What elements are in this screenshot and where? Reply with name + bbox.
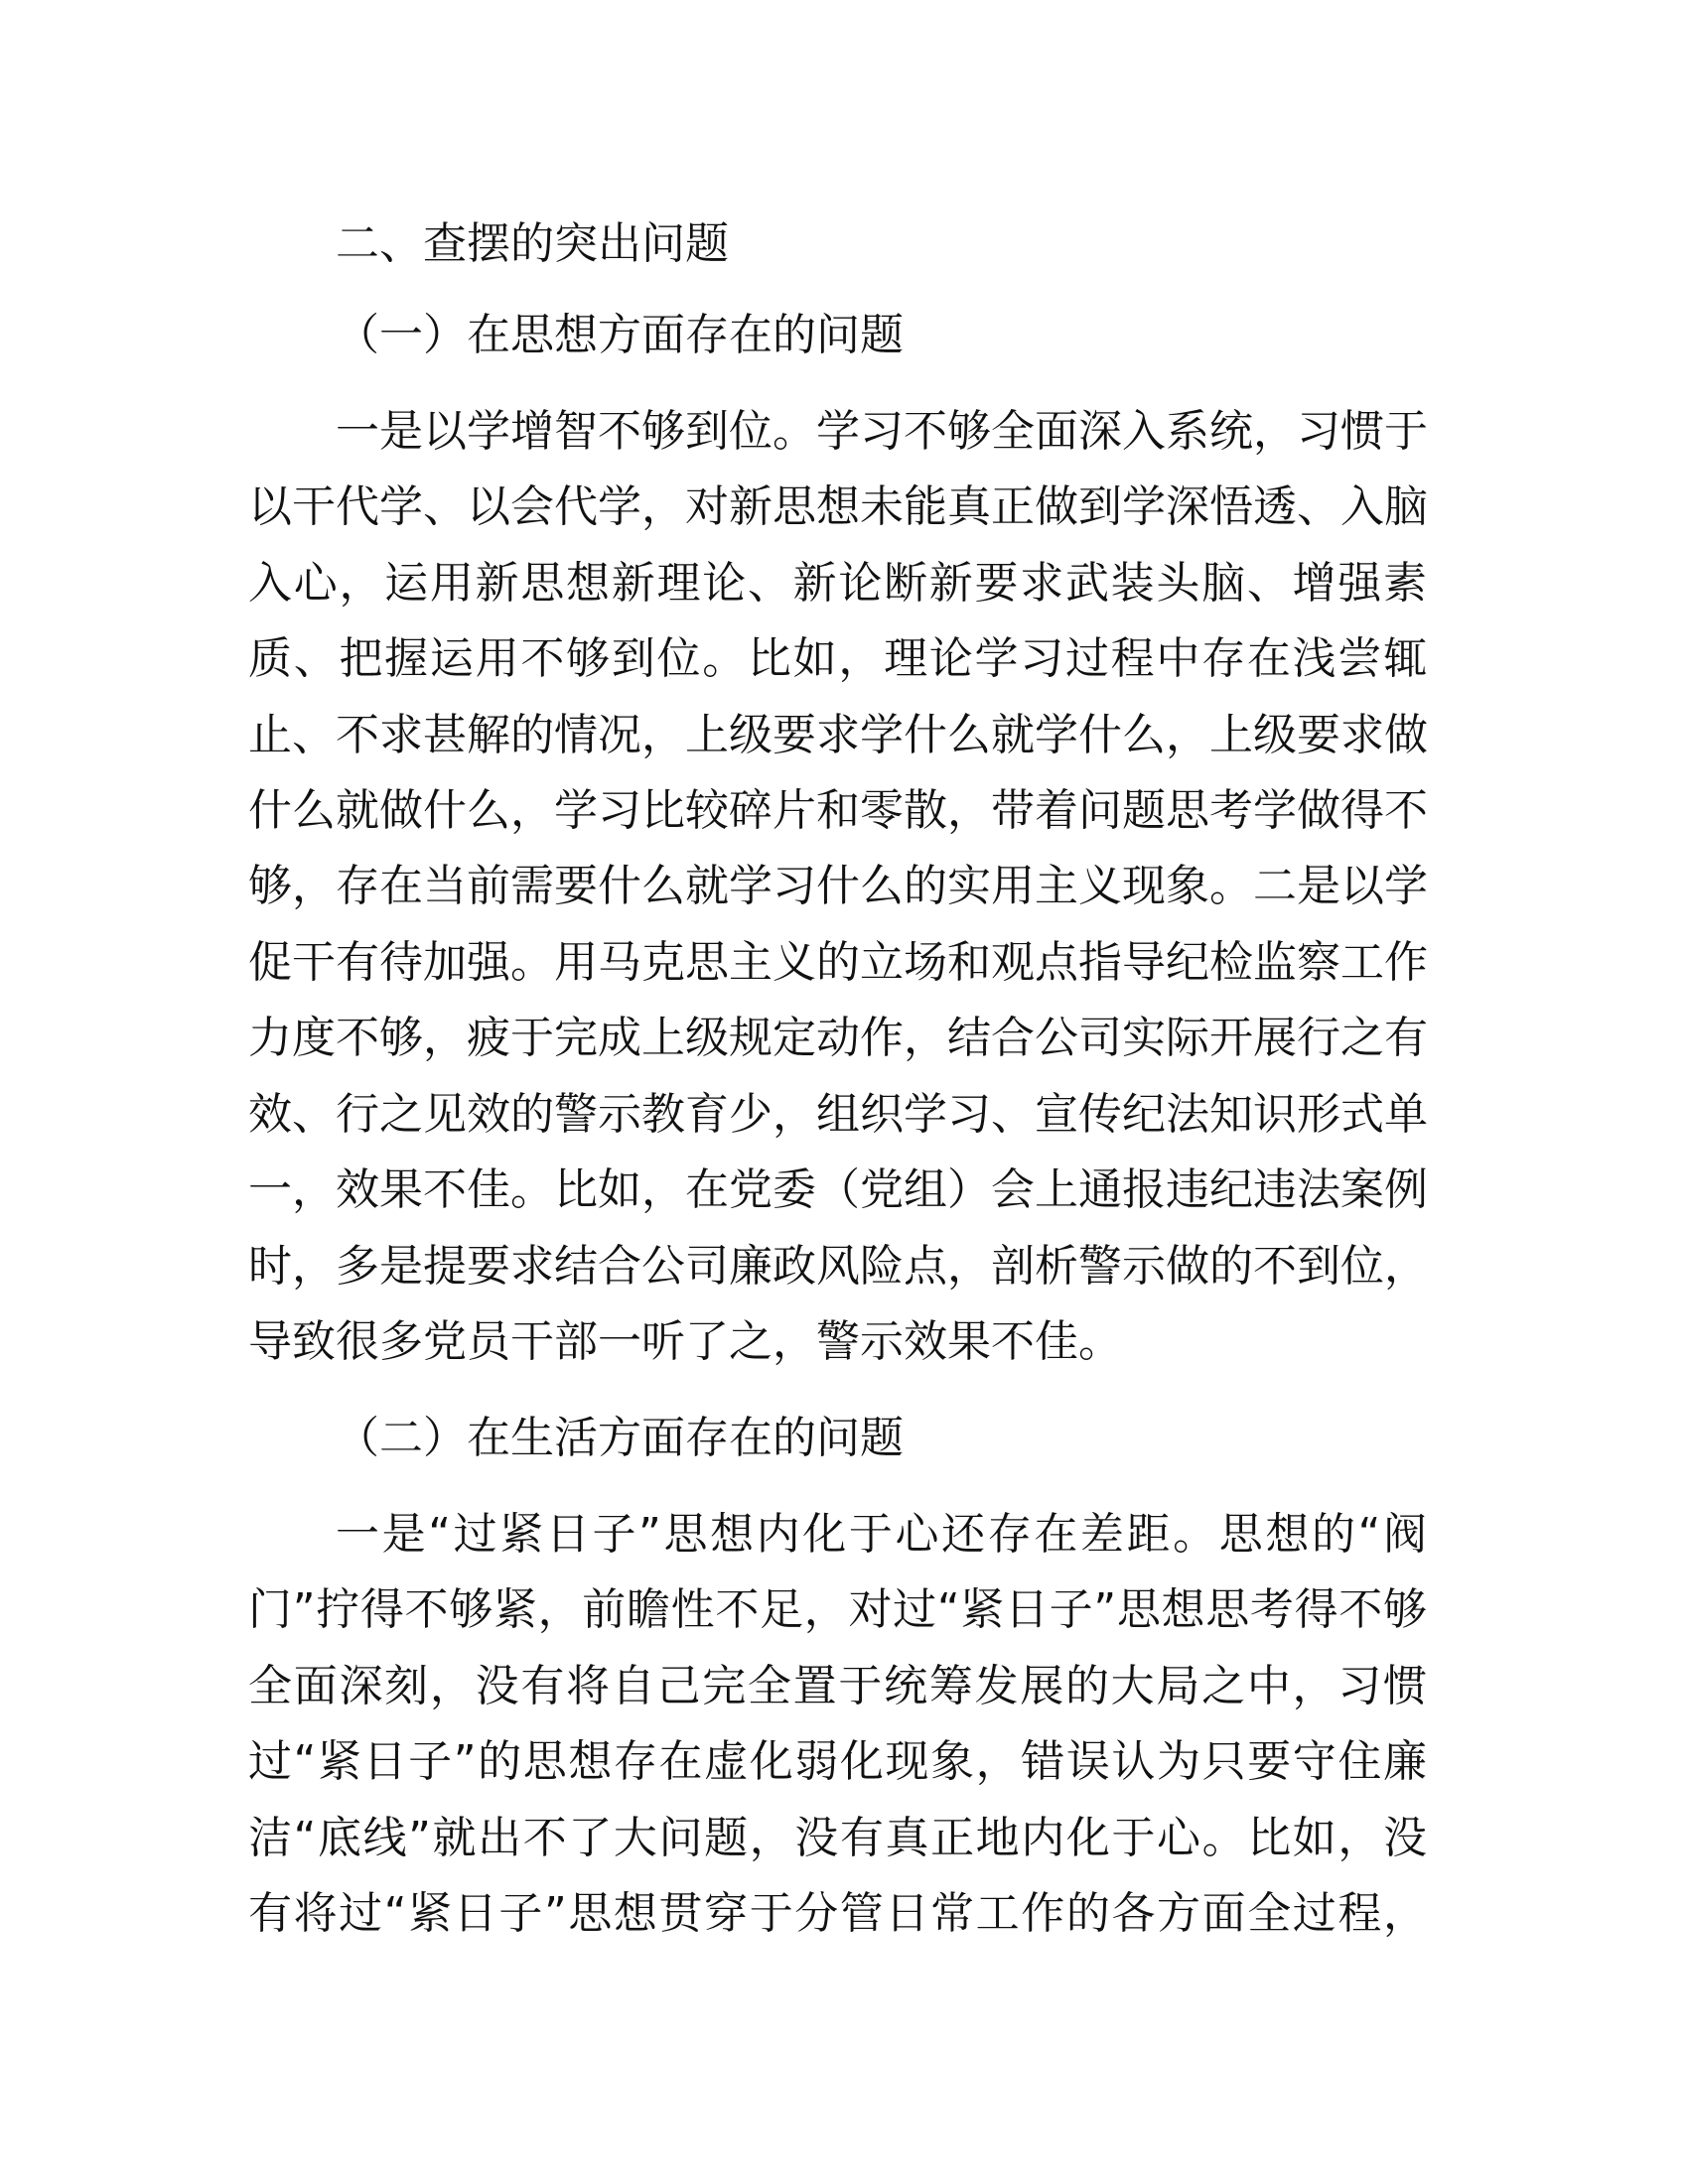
paragraph-line: 过“紧日子”的思想存在虚化弱化现象，错误认为只要守住廉	[248, 1736, 1427, 1787]
paragraph-line: 一是“过紧日子”思想内化于心还存在差距。思想的“阀	[336, 1509, 1427, 1560]
paragraph-line: 洁“底线”就出不了大问题，没有真正地内化于心。比如，没	[248, 1813, 1427, 1863]
section-heading: 二、查摆的突出问题	[336, 218, 729, 269]
paragraph-line: 一是以学增智不够到位。学习不够全面深入系统，习惯于	[336, 406, 1428, 457]
paragraph-line: 效、行之见效的警示教育少，组织学习、宣传纪法知识形式单	[248, 1089, 1428, 1140]
paragraph-line: 促干有待加强。用马克思主义的立场和观点指导纪检监察工作	[248, 937, 1428, 988]
paragraph-line: 什么就做什么，学习比较碎片和零散，带着问题思考学做得不	[248, 785, 1428, 836]
paragraph-line: 入心，运用新思想新理论、新论断新要求武装头脑、增强素	[248, 558, 1427, 609]
subsection-heading-2: （二）在生活方面存在的问题	[336, 1413, 904, 1463]
paragraph-line: 全面深刻，没有将自己完全置于统筹发展的大局之中，习惯	[248, 1661, 1427, 1711]
paragraph-line: 够，存在当前需要什么就学习什么的实用主义现象。二是以学	[248, 861, 1428, 911]
paragraph-line: 导致很多党员干部一听了之，警示效果不佳。	[248, 1316, 1122, 1367]
paragraph-line: 质、把握运用不够到位。比如，理论学习过程中存在浅尝辄	[248, 633, 1427, 684]
paragraph-line: 以干代学、以会代学，对新思想未能真正做到学深悟透、入脑	[248, 481, 1428, 532]
paragraph-line: 有将过“紧日子”思想贯穿于分管日常工作的各方面全过程，	[248, 1888, 1427, 1939]
paragraph-line: 力度不够，疲于完成上级规定动作，结合公司实际开展行之有	[248, 1013, 1428, 1063]
paragraph-line: 止、不求甚解的情况，上级要求学什么就学什么，上级要求做	[248, 710, 1428, 760]
paragraph-line: 时，多是提要求结合公司廉政风险点，剖析警示做的不到位，	[248, 1241, 1428, 1292]
paragraph-line: 一，效果不佳。比如，在党委（党组）会上通报违纪违法案例	[248, 1164, 1428, 1215]
subsection-heading-1: （一）在思想方面存在的问题	[336, 310, 904, 360]
paragraph-line: 门”拧得不够紧，前瞻性不足，对过“紧日子”思想思考得不够	[248, 1584, 1427, 1635]
